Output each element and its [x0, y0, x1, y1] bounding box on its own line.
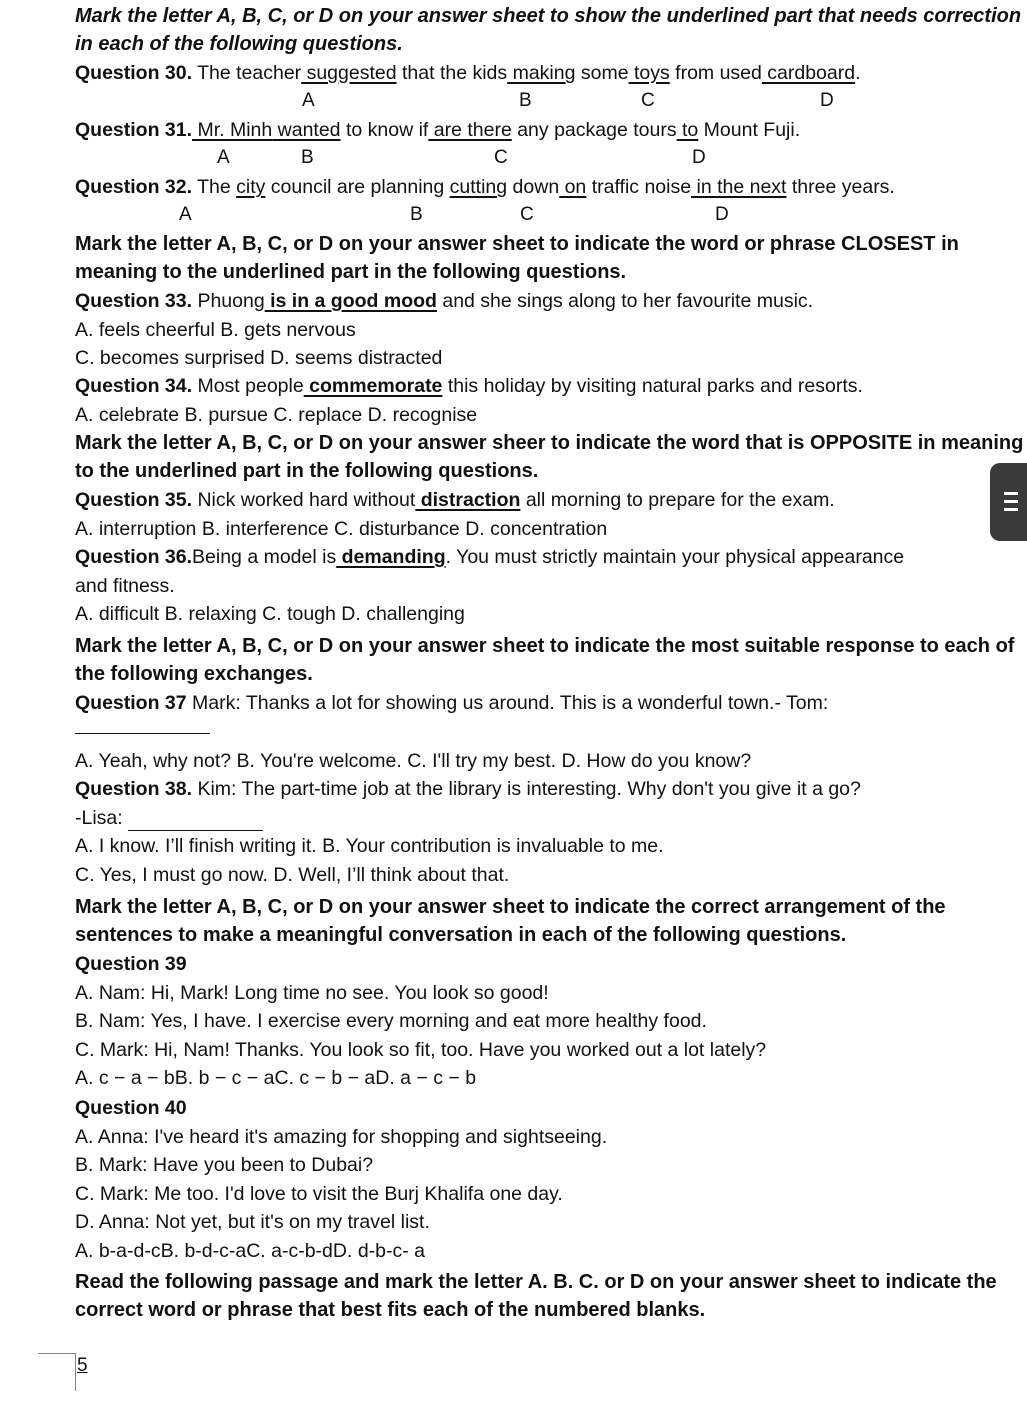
question-37-options: A. Yeah, why not? B. You're welcome. C. I'll try my best. D. How do you know? [75, 750, 752, 772]
question-37: Question 37 Mark: Thanks a lot for showing us around. This is a wonderful town.- Tom: [75, 692, 829, 714]
underlined-phrase: is in a good mood [264, 290, 437, 312]
page-number: 5 [77, 1355, 88, 1376]
section-instruction-correction-line1: Mark the letter A, B, C, or D on your answer sheet to show the underlined part that needs correction [75, 5, 1022, 27]
underlined-option-c: are there [428, 119, 512, 141]
underlined-option-b: wanted [272, 119, 341, 141]
question-32: Question 32. The city council are planning cutting down on traffic noise in the next three years. [75, 176, 895, 198]
section-instruction-passage-line2: correct word or phrase that best fits each of the numbered blanks. [75, 1299, 706, 1321]
underlined-phrase: commemorate [303, 375, 443, 397]
question-number: Question 35. [75, 489, 193, 511]
question-40-number: Question 40 [75, 1097, 187, 1119]
question-number: Question 33. [75, 290, 193, 312]
option-label-b: B [301, 147, 314, 168]
question-number: Question 36. [75, 546, 193, 568]
question-33-options-1: A. feels cheerful B. gets nervous [75, 319, 356, 341]
question-38-speaker: -Lisa: [75, 806, 263, 831]
question-40-sentence-d: D. Anna: Not yet, but it's on my travel list. [75, 1211, 430, 1233]
section-instruction-correction-line2: in each of the following questions. [75, 33, 403, 55]
side-menu-tab[interactable] [990, 463, 1027, 541]
question-38: Question 38. Kim: The part-time job at the library is interesting. Why don't you give it a go? [75, 778, 861, 800]
question-38-options-1: A. I know. I’ll finish writing it. B. Your contribution is invaluable to me. [75, 835, 664, 857]
question-39-sentence-a: A. Nam: Hi, Mark! Long time no see. You look so good! [75, 982, 549, 1004]
option-label-c: C [494, 147, 508, 168]
section-instruction-response-line1: Mark the letter A, B, C, or D on your answer sheet to indicate the most suitable response to each of [75, 635, 1015, 657]
underlined-phrase: distraction [415, 489, 521, 511]
section-instruction-arrangement-line1: Mark the letter A, B, C, or D on your answer sheet to indicate the correct arrangement of the [75, 896, 946, 918]
option-label-a: A [179, 204, 192, 225]
question-40-options: A. b-a-d-cB. b-d-c-aC. a-c-b-dD. d-b-c- a [75, 1240, 426, 1262]
underlined-option-a: city [236, 176, 266, 198]
option-label-a: A [302, 90, 315, 111]
question-number: Question 38. [75, 778, 193, 800]
question-number: Question 30. [75, 62, 193, 84]
question-40-sentence-a: A. Anna: I've heard it's amazing for shopping and sightseeing. [75, 1126, 608, 1148]
underlined-option-d: cardboard [761, 62, 856, 84]
underlined-option-a: Mr. Minh [192, 119, 273, 141]
underlined-option-b: making [507, 62, 576, 84]
underlined-option-d: in the next [691, 176, 787, 198]
underlined-option-b: cutting [449, 176, 508, 198]
option-label-d: D [820, 90, 834, 111]
question-30: Question 30. The teacher suggested that the kids making some toys from used cardboard. [75, 62, 861, 84]
question-39-options: A. c − a − bB. b − c − aC. c − b − aD. a − c − b [75, 1067, 477, 1089]
option-label-b: B [410, 204, 423, 225]
section-instruction-closest-line1: Mark the letter A, B, C, or D on your answer sheet to indicate the word or phrase CLOSEST in [75, 233, 959, 255]
question-number: Question 31. [75, 119, 193, 141]
underlined-option-d: to [676, 119, 699, 141]
question-number: Question 34. [75, 375, 193, 397]
question-39-sentence-c: C. Mark: Hi, Nam! Thanks. You look so fit, too. Have you worked out a lot lately? [75, 1039, 767, 1061]
underlined-phrase: demanding [336, 546, 446, 568]
question-number: Question 37 [75, 692, 187, 714]
section-instruction-closest-line2: meaning to the underlined part in the following questions. [75, 261, 627, 283]
question-39-number: Question 39 [75, 953, 187, 975]
question-39-sentence-b: B. Nam: Yes, I have. I exercise every morning and eat more healthy food. [75, 1010, 707, 1032]
underlined-option-c: toys [628, 62, 670, 84]
question-38-options-2: C. Yes, I must go now. D. Well, I’ll think about that. [75, 864, 510, 886]
section-instruction-opposite-line2: to the underlined part in the following questions. [75, 460, 539, 482]
menu-icon [1004, 492, 1018, 495]
option-label-c: C [520, 204, 534, 225]
option-label-a: A [217, 147, 230, 168]
option-label-b: B [519, 90, 532, 111]
section-instruction-passage-line1: Read the following passage and mark the letter A. B. C. or D on your answer sheet to indicate the [75, 1271, 997, 1293]
question-number: Question 32. [75, 176, 193, 198]
underlined-option-c: on [559, 176, 587, 198]
question-36-continuation: and fitness. [75, 575, 175, 597]
question-31: Question 31. Mr. Minh wanted to know if are there any package tours to Mount Fuji. [75, 119, 801, 141]
option-label-c: C [641, 90, 655, 111]
question-35: Question 35. Nick worked hard without distraction all morning to prepare for the exam. [75, 489, 835, 511]
option-label-d: D [692, 147, 706, 168]
question-34-options: A. celebrate B. pursue C. replace D. recognise [75, 404, 478, 426]
section-instruction-arrangement-line2: sentences to make a meaningful conversation in each of the following questions. [75, 924, 847, 946]
section-instruction-opposite-line1: Mark the letter A, B, C, or D on your answer sheer to indicate the word that is OPPOSITE in meaning [75, 432, 1024, 454]
question-40-sentence-b: B. Mark: Have you been to Dubai? [75, 1154, 374, 1176]
page-number-divider-vertical [75, 1353, 76, 1391]
section-instruction-response-line2: the following exchanges. [75, 663, 313, 685]
underlined-option-a: suggested [301, 62, 397, 84]
answer-blank [128, 806, 263, 831]
page-number-divider [38, 1353, 76, 1354]
question-34: Question 34. Most people commemorate this holiday by visiting natural parks and resorts. [75, 375, 863, 397]
question-33-options-2: C. becomes surprised D. seems distracted [75, 347, 443, 369]
question-36: Question 36.Being a model is demanding. You must strictly maintain your physical appearance [75, 546, 905, 568]
question-35-options: A. interruption B. interference C. disturbance D. concentration [75, 518, 608, 540]
question-36-options: A. difficult B. relaxing C. tough D. challenging [75, 603, 465, 625]
question-33: Question 33. Phuong is in a good mood and she sings along to her favourite music. [75, 290, 814, 312]
option-label-d: D [715, 204, 729, 225]
answer-blank [75, 716, 210, 740]
question-40-sentence-c: C. Mark: Me too. I'd love to visit the Burj Khalifa one day. [75, 1183, 563, 1205]
